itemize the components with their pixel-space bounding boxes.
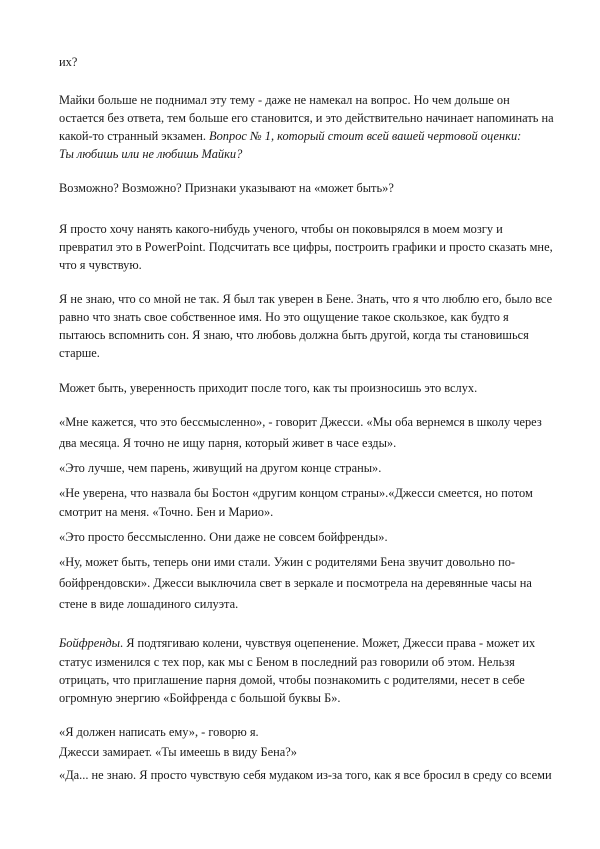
text-line: какой-то странный экзамен. Вопрос № 1, который стоит всей вашей чертовой оценки: [59,129,522,143]
text-line: «Не уверена, что назвала бы Бостон «другим концом страны».«Джесси смеется, но потом [59,486,533,500]
text-line: их? [59,55,78,69]
text-line: Возможно? Возможно? Признаки указывают на «может быть»? [59,181,394,195]
text-line: Бойфренды. Я подтягиваю колени, чувствуя оцепенение. Может, Джесси права - может их [59,636,536,650]
text-line: бойфрендовски». Джесси выключила свет в зеркале и посмотрела на деревянные часы на [59,576,532,590]
text-line: старше. [59,346,100,360]
text-line: отрицать, что приглашение парня домой, чтобы познакомить с родителями, несет в себе [59,673,525,687]
text-line: «Это лучше, чем парень, живущий на другом конце страны». [59,461,382,475]
text-line: Я не знаю, что со мной не так. Я был так уверен в Бене. Знать, что я что люблю его, было все [59,292,553,306]
text-line: статус изменился с тех пор, как мы с Беном в последний раз говорили об этом. Нельзя [59,655,515,669]
text-line: равно что знать свое собственное имя. Но это ощущение такое скользкое, как будто я [59,310,509,324]
text-line: «Мне кажется, что это бессмысленно», - говорит Джесси. «Мы оба вернемся в школу через [59,415,542,429]
text-line: Я просто хочу нанять какого-нибудь ученого, чтобы он поковырялся в моем мозгу и [59,222,503,236]
text-line: превратил это в PowerPoint. Подсчитать все цифры, построить графики и просто сказать мне, [59,240,553,254]
text-line: смотрит на меня. «Точно. Бен и Марио». [59,505,274,519]
text-line: стене в виде лошадиного силуэта. [59,597,239,611]
text-line: «Ну, может быть, теперь они ими стали. Ужин с родителями Бена звучит довольно по- [59,555,516,569]
text-line: остается без ответа, тем больше его становится, и это действительно начинает напоминать на [59,111,554,125]
text-line: «Это просто бессмысленно. Они даже не совсем бойфренды». [59,530,388,544]
text-line: что я чувствую. [59,258,142,272]
text-line: «Да... не знаю. Я просто чувствую себя мудаком из-за того, как я все бросил в среду со всеми [59,768,552,782]
text-line: Может быть, уверенность приходит после того, как ты произносишь это вслух. [59,381,478,395]
italic-text: Вопрос № 1, который стоит всей вашей чертовой оценки: [205,129,522,143]
italic-text: Ты любишь или не любишь Майки? [59,147,243,161]
text-line [59,147,242,161]
text-line: огромную энергию «Бойфренда с большой буквы Б». [59,691,341,705]
text-line: «Я должен написать ему», - говорю я. [59,725,259,739]
text-line: Джесси замирает. «Ты имеешь в виду Бена?» [59,745,297,759]
italic-text: Бойфренды [59,636,120,650]
text-line: пытаюсь вспомнить сон. Я знаю, что любовь должна быть другой, когда ты становишься [59,328,529,342]
text-line: Майки больше не поднимал эту тему - даже не намекал на вопрос. Но чем дольше он [59,93,510,107]
text-line: два месяца. Я точно не ищу парня, который живет в часе езды». [59,436,397,450]
